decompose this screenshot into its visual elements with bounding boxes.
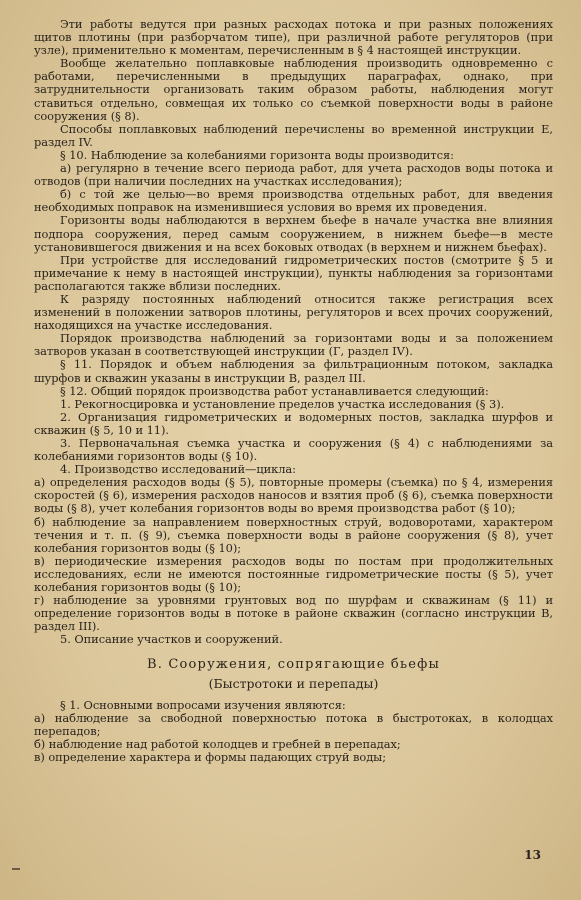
paragraph: 3. Первоначальная съемка участка и сооружения (§ 4) с наблюдениями за колебаниями горизонтов воды (§ 10). [34,436,553,464]
paragraph: в) определение характера и формы падающих струй воды; [34,749,386,764]
margin-mark [12,868,20,870]
paragraph: г) наблюдение за уровнями грунтовых вод по шурфам и скважинам (§ 11) и определение горизонтов воды в потоке в районе скважин (согласно инструкции В, раздел III). [34,593,553,634]
paragraph: б) наблюдение над работой колодцев и гребней в перепадах; [34,736,401,751]
paragraph: в) периодические измерения расходов воды по постам при продолжительных исследованиях, если не имеются постоянные гидрометрические посты (§ 5), учет колебания горизонтов воды (§ 10); [34,553,553,595]
page-number: 13 [524,848,541,862]
paragraph: б) с той же целью—во время производства отдельных работ, для введения необходимых поправок на изменившиеся условия во время их проведения. [34,187,553,215]
paragraph: а) определения расходов воды (§ 5), повторные промеры (съемка) по § 4, измерения скоростей (§ 6), измерения расходов наносов и взятия проб (§ 6), съемка поверхности воды (§ 8), учет колебания горизонтов воды во время производства работ (§ 10); [34,475,553,516]
paragraph: Способы поплавковых наблюдений перечислены во временной инструкции Е, раздел IV. [34,121,553,149]
paragraph: Вообще желательно поплавковые наблюдения производить одновременно с работами, перечисленными в предыдущих параграфах, однако, при затруднительности организовать таким образом работы, наблюдения могут ставиться отдельно, совмещая их только со съемкой поверхности воды в районе сооружения (§ 8). [34,56,553,123]
paragraph: К разряду постоянных наблюдений относится также регистрация всех изменений в положении затворов плотины, регуляторов и всех прочих сооружений, находящихся на участке исследования. [34,291,553,333]
section-heading: В. Сооружения, сопрягающие бьефы [146,656,441,672]
section-subheading: (Быстротоки и перепады) [208,675,379,691]
paragraph: 4. Производство исследований—цикла: [60,462,296,477]
paragraph: б) наблюдение за направлением поверхностных струй, водоворотами, характером течения и т. п. (§ 9), съемка поверхности воды в районе сооружения (§ 8), учет колебания горизонтов воды (§ 10); [34,514,553,555]
paragraph: § 12. Общий порядок производства работ устанавливается следующий: [60,383,489,398]
paragraph: При устройстве для исследований гидрометрических постов (смотрите § 5 и примечание к нему в настоящей инструкции), пункты наблюдения за горизонтами располагаются также вблизи последних. [34,252,553,293]
paragraph: а) наблюдение за свободной поверхностью потока в быстротоках, в колодцах перепадов; [34,710,553,738]
paragraph: § 10. Наблюдение за колебаниями горизонта воды производится: [60,147,454,162]
paragraph: а) регулярно в течение всего периода работ, для учета расходов воды потока и отводов (при наличии последних на участках исследования); [34,161,553,189]
paragraph: Порядок производства наблюдений за горизонтами воды и за положением затворов указан в соответствующей инструкции (Г, раздел IV). [34,331,553,359]
paragraph: 1. Рекогносцировка и установление пределов участка исследования (§ 3). [60,396,505,411]
body-text-top [34,18,553,647]
paragraph: Горизонты воды наблюдаются в верхнем бьефе в начале участка вне влияния подпора сооружения, перед самым сооружением, в нижнем бьефе—в месте установившегося движения и на всех боковых отводах (в верхнем и нижнем бьефах). [34,213,553,254]
paragraph: 2. Организация гидрометрических и водомерных постов, закладка шурфов и скважин (§ 5, 10 и 11). [34,409,553,437]
body-text-bottom [34,699,553,764]
paragraph: 5. Описание участков и сооружений. [60,632,283,647]
paragraph: § 1. Основными вопросами изучения являются: [60,697,346,712]
paragraph: § 11. Порядок и объем наблюдения за фильтрационным потоком, закладка шурфов и скважин указаны в инструкции В, раздел III. [34,357,553,385]
paragraph: Эти работы ведутся при разных расходах потока и при разных положениях щитов плотины (при разборчатом типе), при различной работе регуляторов (при узле), применительно к моментам, перечисленным в § 4 настоящей инструкции. [34,17,553,58]
